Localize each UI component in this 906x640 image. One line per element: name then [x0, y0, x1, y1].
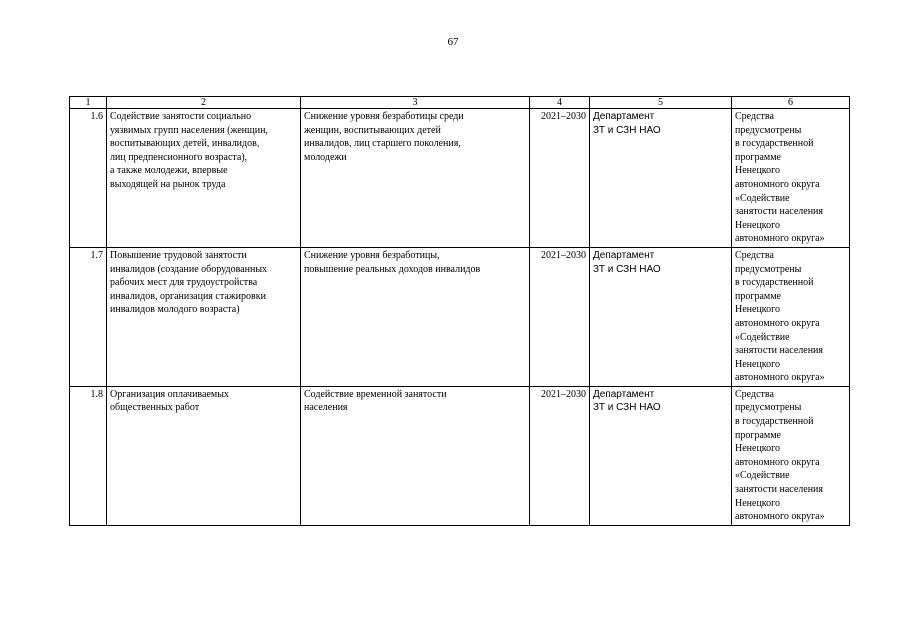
measure-text: Повышение трудовой занятости инвалидов (создание оборудованных рабочих мест для трудоустройства инвалидов, организация стажировки инвалидов молодого возраста) [107, 247, 301, 386]
table-row [70, 386, 850, 525]
table-row [70, 109, 850, 248]
table-header-row [70, 97, 850, 109]
funding-source-text: Средства предусмотрены в государственной программе Ненецкого автономного округа «Содействие занятости населения Ненецкого автономного округа» [732, 386, 850, 525]
header-col-6: 6 [732, 97, 850, 109]
header-col-2: 2 [107, 97, 301, 109]
executor-text: Департамент ЗТ и СЗН НАО [590, 109, 732, 248]
row-number: 1.7 [70, 247, 107, 386]
measure-text: Содействие занятости социально уязвимых групп населения (женщин, воспитывающих детей, инвалидов, лиц предпенсионного возраста), а также молодежи, впервые выходящей на рынок труда [107, 109, 301, 248]
executor-text: Департамент ЗТ и СЗН НАО [590, 247, 732, 386]
table-row [70, 247, 850, 386]
page-number: 67 [447, 36, 459, 48]
result-text: Содействие временной занятости населения [301, 386, 530, 525]
row-number: 1.6 [70, 109, 107, 248]
header-col-5: 5 [590, 97, 732, 109]
row-number: 1.8 [70, 386, 107, 525]
executor-text: Департамент ЗТ и СЗН НАО [590, 386, 732, 525]
result-text: Снижение уровня безработицы среди женщин, воспитывающих детей инвалидов, лиц старшего поколения, молодежи [301, 109, 530, 248]
measure-text: Организация оплачиваемых общественных работ [107, 386, 301, 525]
header-col-1: 1 [70, 97, 107, 109]
funding-source-text: Средства предусмотрены в государственной программе Ненецкого автономного округа «Содействие занятости населения Ненецкого автономного округа» [732, 109, 850, 248]
period-text: 2021–2030 [530, 109, 590, 248]
period-text: 2021–2030 [530, 386, 590, 525]
result-text: Снижение уровня безработицы, повышение реальных доходов инвалидов [301, 247, 530, 386]
header-col-4: 4 [530, 97, 590, 109]
funding-source-text: Средства предусмотрены в государственной программе Ненецкого автономного округа «Содействие занятости населения Ненецкого автономного округа» [732, 247, 850, 386]
measures-table [69, 96, 850, 526]
period-text: 2021–2030 [530, 247, 590, 386]
header-col-3: 3 [301, 97, 530, 109]
